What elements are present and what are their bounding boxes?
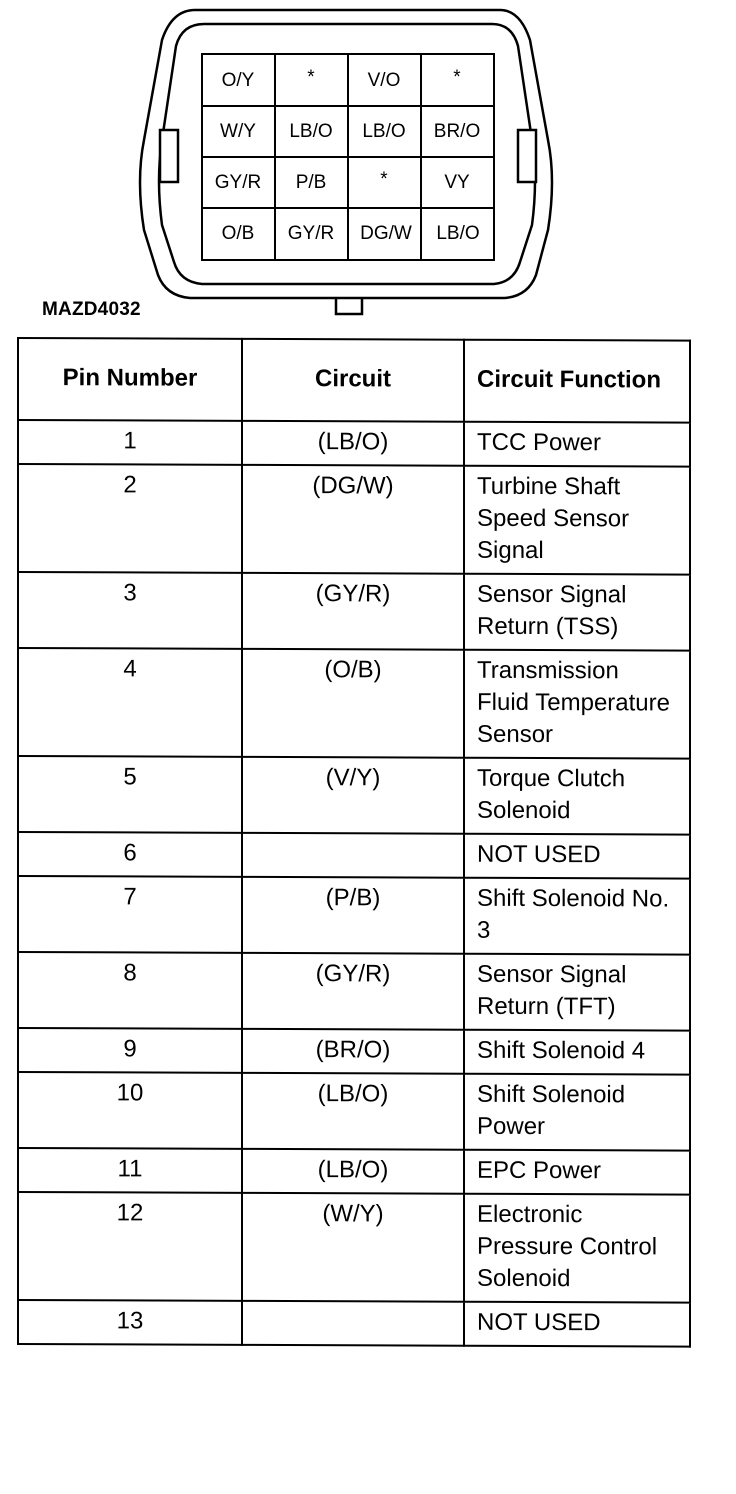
function-cell: Sensor Signal Return (TSS): [464, 574, 690, 651]
circuit-cell: [242, 833, 464, 878]
connector-pin-label: O/Y: [221, 70, 255, 92]
function-cell: Shift Solenoid 4: [464, 1030, 690, 1075]
connector-tab-right: [518, 130, 536, 182]
circuit-cell: (GY/R): [242, 573, 464, 650]
table-row: [18, 572, 690, 651]
function-cell: Turbine Shaft Speed Sensor Signal: [464, 466, 690, 575]
connector-pin-label: VY: [444, 172, 470, 194]
function-cell: EPC Power: [464, 1150, 690, 1195]
function-cell: Shift Solenoid Power: [464, 1074, 690, 1151]
pin-number-cell: 5: [18, 756, 242, 833]
connector-pin-label: *: [380, 169, 388, 191]
table-row: [18, 952, 690, 1031]
connector-tab-left: [160, 130, 178, 182]
connector-key: [336, 298, 362, 314]
circuit-cell: (W/Y): [242, 1193, 464, 1302]
circuit-cell: (V/Y): [242, 757, 464, 834]
table-row: [18, 464, 690, 575]
connector-pin-label: P/B: [295, 172, 327, 194]
pin-number-cell: 3: [18, 572, 242, 649]
pin-number-cell: 7: [18, 876, 242, 953]
pin-number-cell: 6: [18, 832, 242, 877]
header-pin-number: Pin Number: [18, 338, 242, 421]
connector-pin-label: W/Y: [220, 121, 256, 143]
table-row: [18, 420, 690, 467]
connector-pin-label: O/B: [221, 223, 255, 245]
connector-diagram: [0, 0, 736, 330]
connector-pin-label: LB/O: [289, 121, 333, 143]
pin-number-cell: 11: [18, 1148, 242, 1193]
function-cell: TCC Power: [464, 422, 690, 467]
connector-pin-label: BR/O: [433, 121, 481, 143]
table-row: [18, 1148, 690, 1195]
table-row: [18, 1072, 690, 1151]
function-cell: NOT USED: [464, 1302, 690, 1347]
function-cell: Torque Clutch Solenoid: [464, 758, 690, 835]
header-circuit: Circuit: [242, 339, 464, 422]
pin-number-cell: 10: [18, 1072, 242, 1149]
connector-pin-label: GY/R: [287, 223, 335, 245]
circuit-cell: (BR/O): [242, 1029, 464, 1074]
circuit-cell: (O/B): [242, 649, 464, 758]
pin-number-cell: 9: [18, 1028, 242, 1073]
table-row: [18, 756, 690, 835]
function-cell: Shift Solenoid No. 3: [464, 878, 690, 955]
header-circuit-function: Circuit Function: [464, 340, 690, 423]
function-cell: Electronic Pressure Control Solenoid: [464, 1194, 690, 1303]
pin-table: [17, 337, 691, 1348]
connector-pin-label: V/O: [367, 70, 401, 92]
function-cell: Transmission Fluid Temperature Sensor: [464, 650, 690, 759]
table-row: [18, 1300, 690, 1347]
function-cell: Sensor Signal Return (TFT): [464, 954, 690, 1031]
pin-number-cell: 8: [18, 952, 242, 1029]
pin-number-cell: 12: [18, 1192, 242, 1301]
circuit-cell: (GY/R): [242, 953, 464, 1030]
table-row: [18, 648, 690, 759]
connector-pin-label: *: [453, 67, 461, 89]
connector-pin-label: LB/O: [362, 121, 406, 143]
connector-pin-label: GY/R: [214, 172, 262, 194]
circuit-cell: (DG/W): [242, 465, 464, 574]
table-row: [18, 1028, 690, 1075]
connector-pin-label: *: [307, 67, 315, 89]
connector-pin-label: LB/O: [436, 223, 480, 245]
pin-number-cell: 1: [18, 420, 242, 465]
connector-pin-label: DG/W: [360, 223, 412, 245]
circuit-cell: (P/B): [242, 877, 464, 954]
diagram-label: MAZD4032: [42, 299, 141, 320]
pin-number-cell: 13: [18, 1300, 242, 1345]
table-header-row: [18, 338, 690, 423]
circuit-cell: (LB/O): [242, 1073, 464, 1150]
pin-number-cell: 2: [18, 464, 242, 573]
function-cell: NOT USED: [464, 834, 690, 879]
pin-number-cell: 4: [18, 648, 242, 757]
circuit-cell: [242, 1301, 464, 1346]
circuit-cell: (LB/O): [242, 421, 464, 466]
table-row: [18, 876, 690, 955]
table-row: [18, 832, 690, 879]
circuit-cell: (LB/O): [242, 1149, 464, 1194]
table-row: [18, 1192, 690, 1303]
